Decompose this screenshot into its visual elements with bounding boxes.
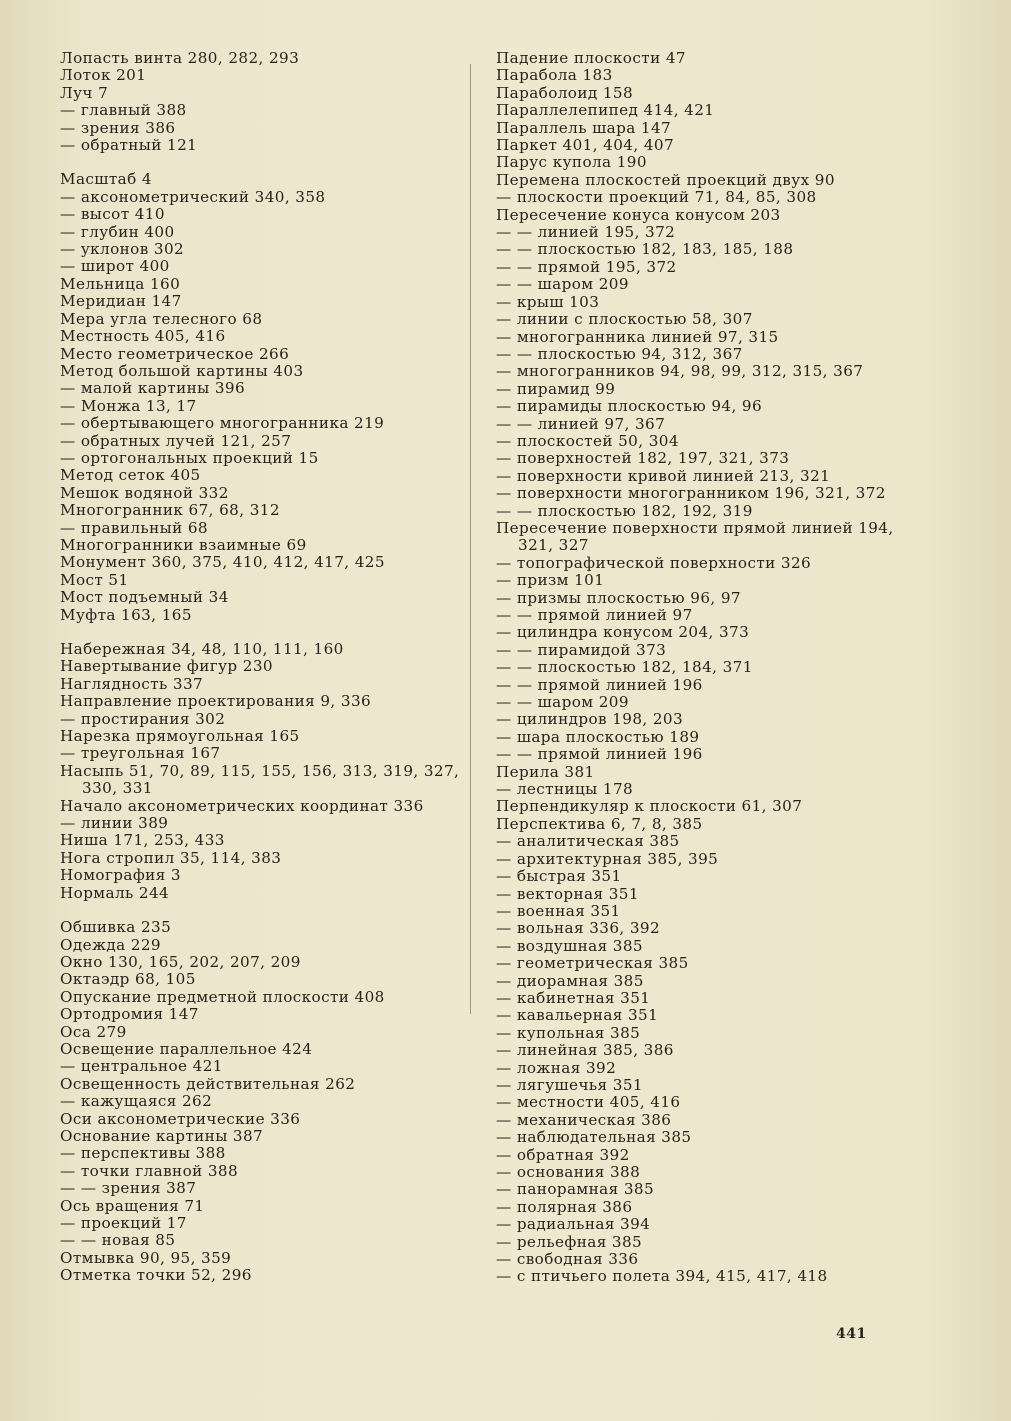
index-entry: — — плоскостью 182, 192, 319 (496, 501, 753, 520)
index-entry: Основание картины 387 (60, 1126, 264, 1145)
index-entry: — обратный 121 (60, 136, 198, 155)
index-entry: Перпендикуляр к плоскости 61, 307 (496, 797, 803, 816)
index-entry: — аналитическая 385 (496, 832, 680, 851)
index-entry: — плоскости проекций 71, 84, 85, 308 (496, 188, 817, 207)
index-entry: — призм 101 (496, 571, 605, 590)
index-column-left (60, 50, 460, 1285)
index-entry: Парус купола 190 (496, 153, 647, 172)
index-entry: Ниша 171, 253, 433 (60, 831, 225, 850)
index-entry: Насыпь 51, 70, 89, 115, 155, 156, 313, 319, 327, 330, 331 (60, 761, 460, 798)
index-entry: — воздушная 385 (496, 936, 643, 955)
index-entry: Муфта 163, 165 (60, 605, 192, 624)
index-entry: Опускание предметной плоскости 408 (60, 987, 385, 1006)
index-entry: — перспективы 388 (60, 1144, 226, 1163)
index-entry: Оси аксонометрические 336 (60, 1109, 301, 1128)
index-entry: Нормаль 244 (60, 883, 170, 902)
index-entry: Многогранники взаимные 69 (60, 535, 307, 554)
index-entry: Навертывание фигур 230 (60, 657, 273, 676)
index-entry: Масштаб 4 (60, 170, 152, 189)
index-entry: Место геометрическое 266 (60, 344, 290, 363)
index-entry: Мельница 160 (60, 274, 181, 293)
index-entry: — военная 351 (496, 901, 621, 920)
index-entry: — — шаром 209 (496, 693, 629, 712)
index-entry: — линии с плоскостью 58, 307 (496, 310, 753, 329)
index-entry: — — прямой линией 196 (496, 745, 703, 764)
index-entry: — диорамная 385 (496, 971, 644, 990)
index-entry: Пересечение поверхности прямой линией 194, 321, 327 (496, 518, 894, 555)
index-entry: — — шаром 209 (496, 275, 629, 294)
index-entry: — высот 410 (60, 205, 165, 224)
index-entry: — векторная 351 (496, 884, 639, 903)
index-entry: Монумент 360, 375, 410, 412, 417, 425 (60, 553, 385, 572)
index-entry: — цилиндров 198, 203 (496, 710, 684, 729)
index-entry: Ортодромия 147 (60, 1005, 199, 1024)
index-entry: — купольная 385 (496, 1023, 641, 1042)
index-entry: — быстрая 351 (496, 867, 622, 886)
index-entry: — — прямой линией 97 (496, 606, 693, 624)
index-entry: — вольная 336, 392 (496, 919, 661, 938)
index-entry: Нарезка прямоугольная 165 (60, 727, 300, 746)
index-entry: — поверхности кривой линией 213, 321 (496, 466, 831, 485)
index-entry: — панорамная 385 (496, 1180, 655, 1199)
index-entry: — крыш 103 (496, 292, 600, 311)
index-entry: — свободная 336 (496, 1250, 639, 1269)
index-entry: Перемена плоскостей проекций двух 90 (496, 170, 835, 189)
index-entry: Нога стропил 35, 114, 383 (60, 848, 282, 867)
index-entry: — — прямой линией 196 (496, 675, 703, 694)
index-entry: — основания 388 (496, 1163, 641, 1181)
index-entry: — наблюдательная 385 (496, 1128, 692, 1147)
index-entry: Многогранник 67, 68, 312 (60, 501, 280, 520)
index-entry: — обратных лучей 121, 257 (60, 431, 292, 450)
index-entry: Падение плоскости 47 (496, 49, 686, 67)
index-entry: — лестницы 178 (496, 780, 634, 799)
index-entry: Октаэдр 68, 105 (60, 970, 196, 989)
index-entry: Парабола 183 (496, 66, 613, 85)
column-divider (470, 64, 471, 1014)
index-entry: Начало аксонометрических координат 336 (60, 796, 424, 815)
index-entry: — обертывающего многогранника 219 (60, 414, 385, 433)
index-entry: — глубин 400 (60, 222, 175, 241)
index-entry: — шара плоскостью 189 (496, 727, 700, 746)
index-entry: — многогранников 94, 98, 99, 312, 315, 367 (496, 362, 864, 381)
page-number: 441 (836, 1326, 867, 1342)
index-entry: — многогранника линией 97, 315 (496, 327, 779, 346)
index-entry: — простирания 302 (60, 709, 226, 728)
index-entry: Окно 130, 165, 202, 207, 209 (60, 952, 301, 971)
index-entry: — широт 400 (60, 257, 170, 276)
index-entry: Оса 279 (60, 1022, 127, 1041)
index-entry: Пересечение конуса конусом 203 (496, 205, 781, 224)
index-entry: — призмы плоскостью 96, 97 (496, 588, 741, 607)
index-column-right (496, 50, 896, 1286)
index-entry: — — прямой 195, 372 (496, 257, 677, 276)
index-entry: Наглядность 337 (60, 674, 204, 693)
index-entry: — линии 389 (60, 814, 169, 833)
index-entry: — кабинетная 351 (496, 988, 651, 1007)
index-entry: — — новая 85 (60, 1231, 176, 1250)
index-entry: Лоток 201 (60, 66, 147, 85)
index-entry: — — пирамидой 373 (496, 640, 667, 659)
index-entry: — архитектурная 385, 395 (496, 849, 719, 868)
index-entry: — с птичьего полета 394, 415, 417, 418 (496, 1267, 828, 1286)
index-entry: — местности 405, 416 (496, 1093, 681, 1112)
index-entry: — цилиндра конусом 204, 373 (496, 623, 750, 642)
index-entry: — правильный 68 (60, 518, 208, 537)
index-entry: — кажущаяся 262 (60, 1092, 213, 1111)
index-entry: Мешок водяной 332 (60, 483, 229, 502)
index-entry: Лопасть винта 280, 282, 293 (60, 49, 300, 67)
index-entry: — геометрическая 385 (496, 954, 689, 973)
index-entry: — — плоскостью 182, 183, 185, 188 (496, 240, 794, 259)
index-entry: Номография 3 (60, 866, 181, 885)
letter-group-gap (60, 624, 460, 641)
index-entry: — линейная 385, 386 (496, 1041, 674, 1060)
index-entry: — Монжа 13, 17 (60, 396, 197, 415)
index-entry: — пирамиды плоскостью 94, 96 (496, 397, 763, 416)
index-entry: Меридиан 147 (60, 292, 182, 311)
index-entry: — радиальная 394 (496, 1215, 651, 1234)
index-entry: — аксонометрический 340, 358 (60, 187, 326, 206)
index-entry: — уклонов 302 (60, 240, 185, 259)
index-entry: Ось вращения 71 (60, 1196, 205, 1215)
index-entry: Отметка точки 52, 296 (60, 1266, 252, 1285)
index-entry: Перила 381 (496, 762, 595, 781)
index-entry: Местность 405, 416 (60, 327, 226, 346)
index-entry: — зрения 386 (60, 118, 176, 137)
index-entry: — обратная 392 (496, 1145, 630, 1164)
index-entry: — центральное 421 (60, 1057, 223, 1076)
index-entry: Отмывка 90, 95, 359 (60, 1248, 232, 1267)
index-entry: Параллелепипед 414, 421 (496, 101, 715, 120)
index-entry: — ложная 392 (496, 1058, 617, 1077)
index-entry: — малой картины 396 (60, 379, 246, 398)
index-entry: — лягушечья 351 (496, 1075, 643, 1094)
index-entry: Обшивка 235 (60, 918, 172, 937)
index-entry: Мера угла телесного 68 (60, 309, 263, 328)
index-entry: — кавальерная 351 (496, 1006, 659, 1025)
index-entry: Паркет 401, 404, 407 (496, 136, 675, 155)
index-entry: Направление проектирования 9, 336 (60, 692, 372, 711)
index-entry: — полярная 386 (496, 1197, 633, 1216)
letter-group-gap (60, 154, 460, 171)
index-entry: — — линией 97, 367 (496, 414, 666, 433)
index-entry: — главный 388 (60, 101, 187, 120)
index-entry: Одежда 229 (60, 935, 161, 954)
index-entry: — проекций 17 (60, 1214, 187, 1232)
index-entry: Освещенность действительная 262 (60, 1074, 356, 1093)
letter-group-gap (60, 902, 460, 919)
index-entry: Набережная 34, 48, 110, 111, 160 (60, 640, 344, 658)
index-entry: Мост подъемный 34 (60, 588, 229, 607)
index-entry: — поверхностей 182, 197, 321, 373 (496, 449, 790, 468)
index-entry: Освещение параллельное 424 (60, 1039, 313, 1058)
index-entry: Мост 51 (60, 570, 129, 589)
index-entry: — точки главной 388 (60, 1161, 239, 1180)
index-entry: — механическая 386 (496, 1110, 672, 1129)
index-entry: — поверхности многогранником 196, 321, 372 (496, 484, 886, 503)
index-entry: Параболоид 158 (496, 83, 634, 102)
index-entry: — ортогональных проекций 15 (60, 448, 319, 467)
index-entry: — — плоскостью 94, 312, 367 (496, 344, 743, 363)
index-entry: — треугольная 167 (60, 744, 221, 763)
index-entry: — — плоскостью 182, 184, 371 (496, 658, 753, 677)
index-entry: — — линией 195, 372 (496, 223, 676, 242)
index-entry: Метод большой картины 403 (60, 361, 304, 380)
index-entry: — — зрения 387 (60, 1179, 197, 1198)
index-entry: Метод сеток 405 (60, 466, 201, 485)
index-entry: Перспектива 6, 7, 8, 385 (496, 814, 703, 833)
index-entry: Параллель шара 147 (496, 118, 672, 137)
index-entry: — топографической поверхности 326 (496, 553, 812, 572)
index-entry: — рельефная 385 (496, 1232, 643, 1251)
index-entry: — плоскостей 50, 304 (496, 431, 679, 450)
index-entry: Луч 7 (60, 83, 109, 102)
index-entry: — пирамид 99 (496, 379, 616, 398)
